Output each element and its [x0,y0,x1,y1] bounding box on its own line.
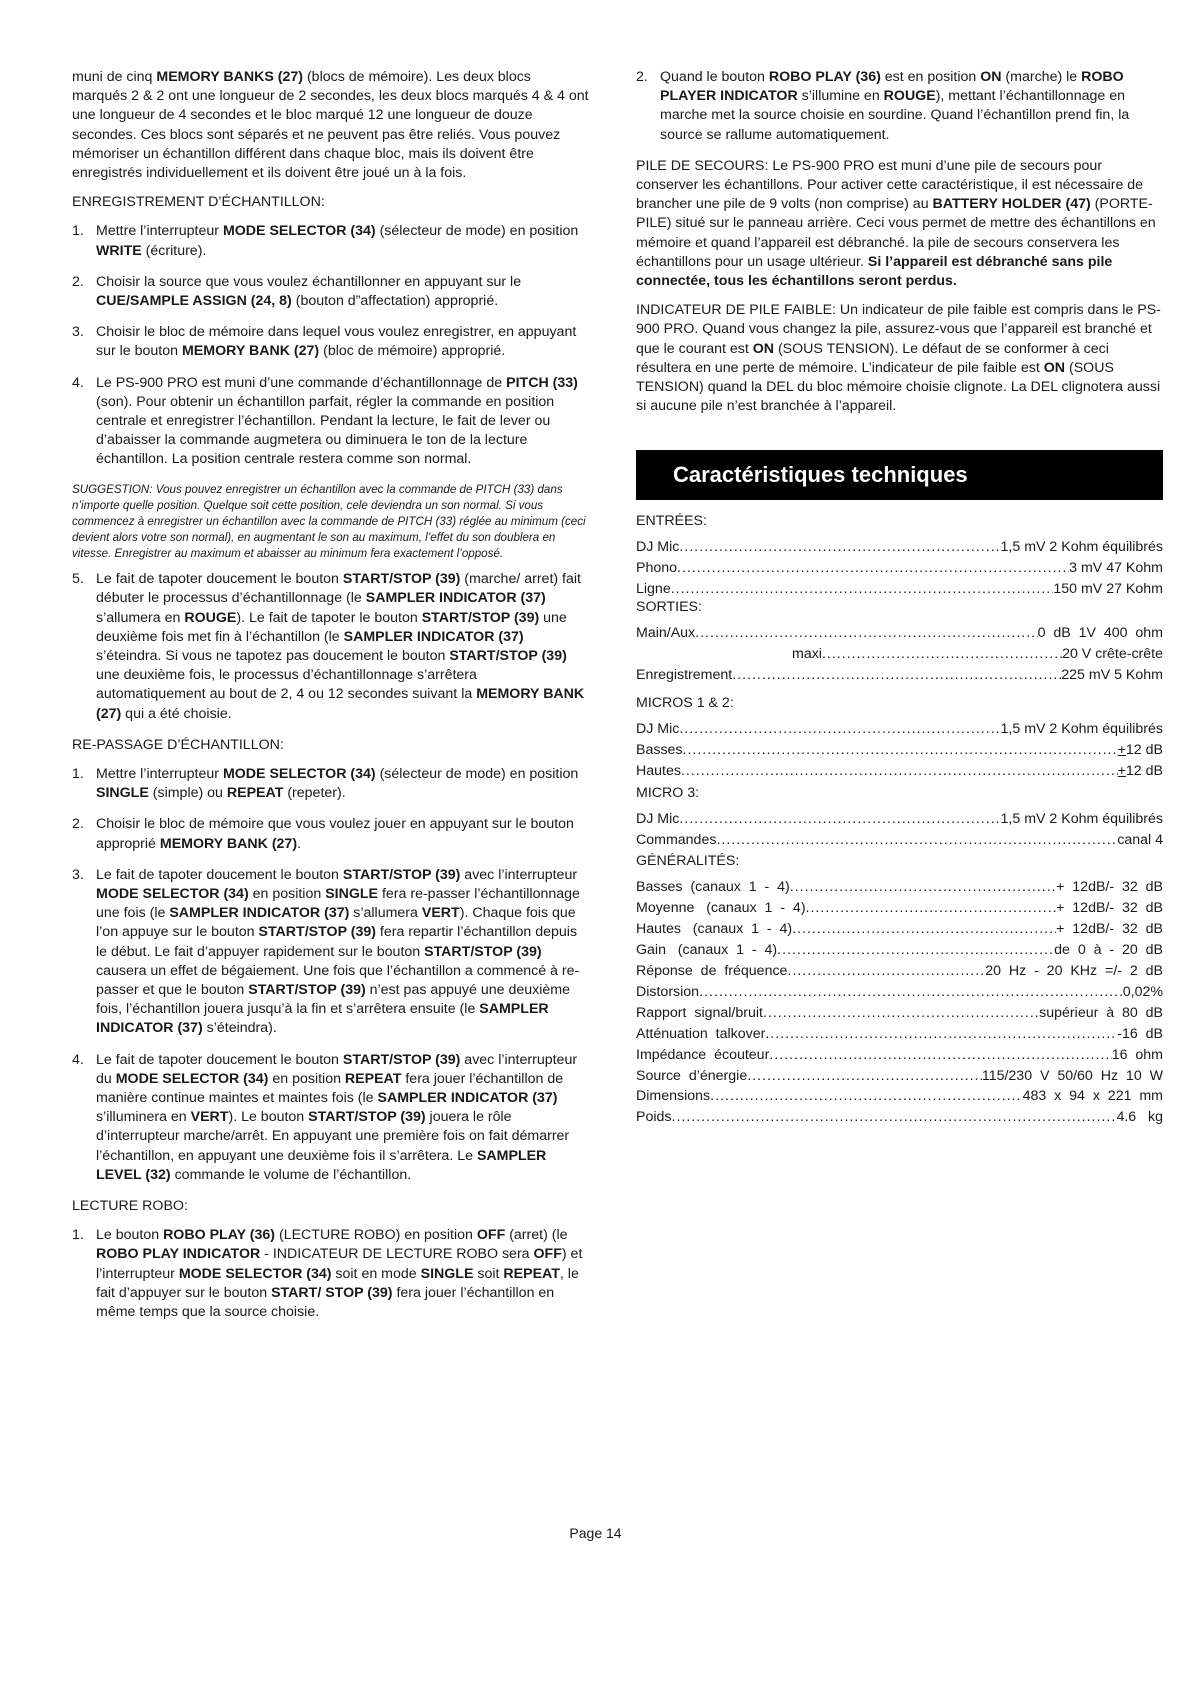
spec-value: 1,5 mV 2 Kohm équilibrés [1000,720,1163,737]
spec-row [636,1086,1163,1107]
list-number: 1 . [72,765,84,784]
spec-row [636,1066,1163,1087]
list-number: 2 . [72,815,84,834]
inputs-table [636,537,1163,600]
micro3-table [636,809,1163,851]
spec-label: maxi [792,646,822,663]
spec-value: 3 mV 47 Kohm [1069,560,1163,577]
spec-row [636,1024,1163,1045]
spec-label: Basses (canaux 1 - 4) [636,879,790,896]
list-item: 1 . Mettre l’interrupteur MODE SELECTOR (34) (sélecteur de mode) en position WRITE (écriture). [72,222,590,260]
list-item: 3 . Choisir le bloc de mémoire dans lequel vous voulez enregistrer, en appuyant sur le bouton MEMORY BANK (27) (bloc de mémoire) approprié. [72,323,590,361]
list-item: 2 . Choisir le bloc de mémoire que vous voulez jouer en appuyant sur le bouton approprié MEMORY BANK (27). [72,815,590,853]
dot-leader [699,982,1123,1003]
spec-value: 115/230 V 50/60 Hz 10 W [981,1067,1163,1084]
list-item: 3 . Le fait de tapoter doucement le bouton START/STOP (39) avec l’interrupteur MODE SELECTOR (34) en position SINGLE fera re-passer l’échantillonnage une fois (le SAMPLER INDICATOR (37) s’allumera VERT). Chaque fois que l’on appuye sur le bouton START/STOP (39) fera repartir l’échantillon depuis le début. Le fait d’appuyer rapidement sur le bouton START/STOP (39) causera un effet de bégaiement. Une fois que l’échantillon a commencé à re-passer et que le bouton START/STOP (39) n’est pas appuyé une deuxième fois, l’échantillon jouera jusqu’à la fin et s’arrêtera ensuite (le SAMPLER INDICATOR (37) s’éteindra). [72,866,590,1039]
spec-label: Hautes (canaux 1 - 4) [636,921,793,938]
spec-label: DJ Mic [636,720,680,737]
list-number: 5 . [72,570,84,589]
dot-leader [822,644,1062,665]
backup-battery-paragraph: PILE DE SECOURS: Le PS-900 PRO est muni d’une pile de secours pour conserver les échantillons. Pour activer cette caractéristique, il est nécessaire de brancher une pile de 9 volts (non comprise) au BATTERY HOLDER (47) (PORTE-PILE) situé sur le panneau arrière. Ceci vous permet de mettre des échantillons en mémoire et quand l’appareil est débranché. la pile de secours conservera les échantillons pour un usage ultérieur. Si l’appareil est débranché sans pile connectée, tous les échantillons seront perdus. [636,157,1156,290]
dot-leader [716,830,1117,851]
spec-label: Ligne [636,581,671,598]
dot-leader [763,1003,1039,1024]
spec-label: Commandes [636,831,717,848]
dot-leader [732,665,1061,686]
spec-label: Phono [636,560,678,577]
list-number: 3 . [72,866,84,885]
spec-label: Dimensions [636,1088,711,1105]
spec-row [636,898,1163,919]
list-number: 3 . [72,323,84,342]
spec-value: 4.6 kg [1116,1109,1163,1126]
spec-value: 1,5 mV 2 Kohm équilibrés [1000,539,1163,556]
spec-label: Basses [636,741,683,758]
list-number: 2 . [636,68,648,87]
dot-leader [792,919,1056,940]
dot-leader [710,1086,1023,1107]
spec-label: Gain (canaux 1 - 4) [636,942,778,959]
spec-label: Moyenne (canaux 1 - 4) [636,900,806,917]
spec-label: Atténuation talkover [636,1025,766,1042]
spec-label: Enregistrement [636,666,733,683]
list-item: 4 . Le PS-900 PRO est muni d’une commande d’échantillonnage de PITCH (33) (son). Pour obtenir un échantillon parfait, régler la commande en position centrale et enregistrer l’échantillon. Pendant la lecture, le fait de lever ou d’abaisser la commande augmetera ou diminuera le ton de la lecture échantillon. La position centrale restera comme son normal. [72,374,590,470]
micros-table [636,719,1163,782]
spec-row [636,940,1163,961]
spec-row [636,761,1163,782]
spec-value: 20 V crête-crête [1062,646,1163,663]
spec-row [636,919,1163,940]
spec-label: Source d’énergie [636,1067,748,1084]
list-item: 4 . Le fait de tapoter doucement le bouton START/STOP (39) avec l’interrupteur du MODE SELECTOR (34) en position REPEAT fera jouer l’échantillon de manière continue maintes et maintes fois (le SAMPLER INDICATOR (37) s’illuminera en VERT). Le bouton START/STOP (39) jouera le rôle d’interrupteur marche/arrêt. En appuyant une première fois on fait démarrer l’échantillon, en appuyant une deuxième fois il s’arrêtera. Le SAMPLER LEVEL (32) commande le volume de l’échantillon. [72,1051,590,1185]
general-table [636,877,1163,1128]
spec-row [636,579,1163,600]
playback-steps [72,765,590,1185]
list-number: 4 . [72,374,84,393]
spec-label: Rapport signal/bruit [636,1004,763,1021]
spec-label: Impédance écouteur [636,1046,770,1063]
spec-label: Distorsion [636,983,700,1000]
list-item: 2 . Quand le bouton ROBO PLAY (36) est en position ON (marche) le ROBO PLAYER INDICATOR s’illumine en ROUGE), mettant l’échantillonnage en marche met la source choisie en sourdine. Quand l’échantillon prend fin, la source se rallume automatiquement. [636,68,1163,145]
list-number: 2 . [72,273,84,292]
spec-value: 12 dB [1125,762,1163,779]
page-number: Page 14 [569,1525,622,1541]
spec-value: 0,02% [1122,983,1163,1000]
spec-row [636,961,1163,982]
spec-value: 12 dB [1125,741,1163,758]
spec-value: supérieur à 80 dB [1039,1004,1163,1021]
specifications-banner: Caractéristiques techniques [636,450,1163,500]
plus-minus-sign: + [1117,741,1126,758]
spec-value: 0 dB 1V 400 ohm [1037,625,1163,642]
list-item: 5 . Le fait de tapoter doucement le bouton START/STOP (39) (marche/ arret) fait débuter le processus d’échantillonnage (le SAMPLER INDICATOR (37) s’allumera en ROUGE). Le fait de tapoter le bouton START/STOP (39) une deuxième fois met fin à l’échantillon (le SAMPLER INDICATOR (37) s’éteindra. Si vous ne tapotez pas doucement le bouton START/STOP (39) une deuxième fois, le processus d’échantillonnage s’arrêtera automatiquement au bout de 2, 4 ou 12 secondes suivant la MEMORY BANK (27) qui a été choisie. [72,570,590,724]
spec-value: de 0 à - 20 dB [1054,942,1163,959]
spec-label: Poids [636,1109,672,1126]
dot-leader [790,877,1056,898]
dot-leader [777,940,1054,961]
dot-leader [683,740,1118,761]
spec-value: + 12dB/- 32 dB [1056,921,1163,938]
dot-leader [672,1107,1117,1128]
spec-row [636,1107,1163,1128]
spec-row [636,623,1163,644]
spec-value: 150 mV 27 Kohm [1053,581,1163,598]
dot-leader [679,719,1000,740]
suggestion-note: SUGGESTION: Vous pouvez enregistrer un échantillon avec la commande de PITCH (33) dans n’importe quelle position. Quelque soit cette position, cele deviendra un son normal. Si vous commencez à enregistrer un échantillon avec la commande de PITCH (33) réglée au minimum (ceci devient alors votre son normal), en augmentant le son au maximum, l’effet du son doublera en vitesse. Enregistrer au maximum et abaisser au minimum fera exactement l’opposé. [72,482,586,561]
list-number: 4 . [72,1051,84,1070]
dot-leader [765,1024,1117,1045]
spec-value: + 12dB/- 32 dB [1056,879,1163,896]
micros-heading: MICROS 1 & 2: [636,694,734,711]
dot-leader [769,1045,1111,1066]
spec-value: 225 mV 5 Kohm [1061,666,1163,683]
outputs-heading: SORTIES: [636,599,702,616]
recording-heading: ENREGISTREMENT D’ÉCHANTILLON: [72,194,325,211]
spec-row [636,982,1163,1003]
right-column [636,68,1163,1128]
low-battery-paragraph: INDICATEUR DE PILE FAIBLE: Un indicateur de pile faible est compris dans le PS-900 PRO. Quand vous changez la pile, assurez-vous que l’appareil est branché et que le courant est ON (SOUS TENSION). Le défaut de se conformer à ceci résultera en une perte de mémoire. L’indicateur de pile faible est ON (SOUS TENSION) quand la DEL du bloc mémoire choisie clignote. La DEL clignotera aussi si aucune pile n’est branchée à l’appareil. [636,302,1161,415]
spec-row [636,719,1163,740]
robo-steps-left [72,1226,590,1322]
spec-row [636,809,1163,830]
spec-row [636,644,1163,665]
recording-step-5 [72,570,590,724]
intro-paragraph: muni de cinq MEMORY BANKS (27) (blocs de mémoire). Les deux blocs marqués 2 & 2 ont une longueur de 2 secondes, les deux blocs marqués 4 & 4 ont une longueur de 4 secondes et le bloc marqué 12 une longueur de douze secondes. Ces blocs sont séparés et ne peuvent pas être reliés. Vous pouvez mémoriser un échantillon différent dans chaque bloc, mais ils doivent être enregistrés individuellement et ils doivent être joué un à la fois. [72,69,589,182]
spec-label: DJ Mic [636,810,680,827]
robo-steps-right [636,68,1163,145]
spec-value: 16 ohm [1111,1046,1163,1063]
spec-label: Main/Aux [636,625,696,642]
dot-leader [681,761,1118,782]
spec-row [636,877,1163,898]
inputs-heading: ENTRÉES: [636,513,707,530]
spec-row [636,537,1163,558]
spec-value: + 12dB/- 32 dB [1056,900,1163,917]
list-number: 1 . [72,1226,84,1245]
spec-row [636,1045,1163,1066]
list-number: 1 . [72,222,84,241]
dot-leader [747,1066,982,1087]
dot-leader [787,961,985,982]
list-item: 2 . Choisir la source que vous voulez échantillonner en appuyant sur le CUE/SAMPLE ASSIGN (24, 8) (bouton d”affectation) approprié. [72,273,590,311]
spec-row [636,1003,1163,1024]
list-item: 1 . Le bouton ROBO PLAY (36) (LECTURE ROBO) en position OFF (arret) (le ROBO PLAY INDICATOR - INDICATEUR DE LECTURE ROBO sera OFF) et l’interrupteur MODE SELECTOR (34) soit en mode SINGLE soit REPEAT, le fait d’appuyer sur le bouton START/ STOP (39) fera jouer l’échantillon en même temps que la source choisie. [72,1226,590,1322]
recording-steps [72,222,590,469]
spec-row [636,665,1163,686]
general-heading: GÉNÉRALITÉS: [636,853,740,870]
plus-minus-sign: + [1117,762,1126,779]
dot-leader [806,898,1057,919]
spec-label: Hautes [636,762,681,779]
robo-heading: LECTURE ROBO: [72,1198,188,1215]
spec-value: canal 4 [1117,831,1163,848]
dot-leader [677,558,1069,579]
outputs-table [636,623,1163,686]
spec-value: 483 x 94 x 221 mm [1022,1088,1163,1105]
left-column [72,68,590,1334]
spec-row [636,740,1163,761]
spec-row [636,830,1163,851]
spec-value: 20 Hz - 20 KHz =/- 2 dB [985,963,1163,980]
spec-value: 1,5 mV 2 Kohm équilibrés [1000,810,1163,827]
spec-row [636,558,1163,579]
spec-label: Réponse de fréquence [636,963,788,980]
dot-leader [695,623,1037,644]
playback-heading: RE-PASSAGE D’ÉCHANTILLON: [72,736,284,753]
spec-value: -16 dB [1117,1025,1163,1042]
list-item: 1 . Mettre l’interrupteur MODE SELECTOR (34) (sélecteur de mode) en position SINGLE (simple) ou REPEAT (repeter). [72,765,590,803]
micro3-heading: MICRO 3: [636,784,700,801]
spec-label: DJ Mic [636,539,680,556]
dot-leader [679,537,1000,558]
dot-leader [671,579,1054,600]
dot-leader [679,809,1000,830]
